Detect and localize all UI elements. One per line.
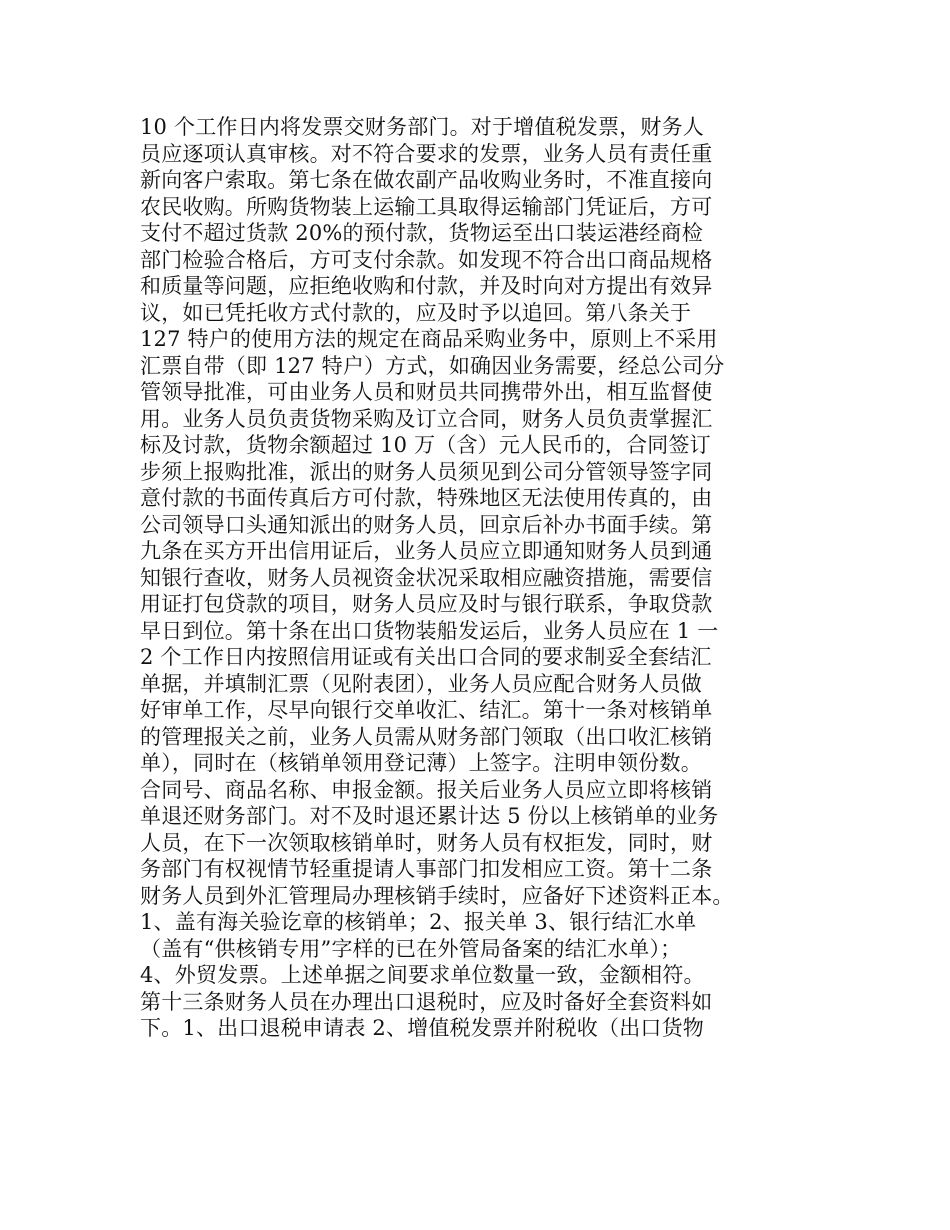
text-line: 第十三条财务人员在办理出口退税时，应及时备好全套资料如 [140,989,713,1014]
text-line: 2 个工作日内按照信用证或有关出口合同的要求制妥全套结汇 [140,645,712,669]
text-line: 步须上报购批准，派出的财务人员须见到公司分管领导签字同 [140,459,713,484]
text-line: 九条在买方开出信用证后，业务人员应立即通知财务人员到通 [140,539,713,563]
text-line: 下。1、出口退税申请表 2、增值税发票并附税收（出口货物 [140,1016,704,1040]
text-line: 单据，并填制汇票（见附表团），业务人员应配合财务人员做 [140,671,702,696]
text-line: 1、盖有海关验讫章的核销单；2、报关单 3、银行结汇水单 [140,910,697,934]
text-line: 汇票自带（即 127 特户）方式，如确因业务需要，经总公司分 [140,353,725,378]
body-text [140,114,830,1042]
text-line: 财务人员到外汇管理局办理核销手续时，应备好下述资料正本。 [140,883,734,908]
text-line: 员应逐项认真审核。对不符合要求的发票，业务人员有责任重 [140,141,713,166]
text-line: 合同号、商品名称、申报金额。报关后业务人员应立即将核销 [140,777,713,802]
text-line: 用证打包贷款的项目，财务人员应及时与银行联系，争取贷款 [140,592,713,616]
text-line: （盖有“供核销专用”字样的已在外管局备案的结汇水单）； [140,936,682,961]
text-line: 新向客户索取。第七条在做农副产品收购业务时，不准直接向 [140,168,713,192]
text-line: 单退还财务部门。对不及时退还累计达 5 份以上核销单的业务 [140,804,719,828]
text-line: 10 个工作日内将发票交财务部门。对于增值税发票，财务人 [140,115,704,139]
text-line: 和质量等问题，应拒绝收购和付款，并及时向对方提出有效异 [140,274,713,298]
text-line: 的管理报关之前，业务人员需从财务部门领取（出口收汇核销 [140,724,713,749]
text-line: 人员，在下一次领取核销单时，财务人员有权拒发，同时，财 [140,830,713,855]
text-line: 好审单工作，尽早向银行交单收汇、结汇。第十一条对核销单 [140,698,713,722]
text-line: 部门检验合格后，方可支付余款。如发现不符合出口商品规格 [140,247,713,272]
text-line: 标及讨款，货物余额超过 10 万（含）元人民币的，合同签订 [140,433,711,457]
text-line: 管领导批准，可由业务人员和财员共同携带外出，相互监督使 [140,380,713,404]
text-line: 议，如已凭托收方式付款的，应及时予以追回。第八条关于 [140,300,692,325]
text-line: 意付款的书面传真后方可付款，特殊地区无法使用传真的，由 [140,486,713,510]
text-line: 单），同时在（核销单领用登记薄）上签字。注明申领份数。 [140,751,702,775]
text-line: 农民收购。所购货物装上运输工具取得运输部门凭证后，方可 [140,194,713,219]
text-line: 知银行查收，财务人员视资金状况采取相应融资措施，需要信 [140,565,713,590]
text-line: 用。业务人员负责货物采购及订立合同，财务人员负责掌握汇 [140,406,713,431]
text-line: 支付不超过货款 20%的预付款，货物运至出口装运港经商检 [140,221,703,245]
text-line: 4、外贸发票。上述单据之间要求单位数量一致，金额相符。 [140,963,705,987]
text-line: 早日到位。第十条在出口货物装船发运后，业务人员应在 1 一 [140,618,719,643]
text-line: 127 特户的使用方法的规定在商品采购业务中，原则上不采用 [140,327,718,351]
text-line: 务部门有权视情节轻重提请人事部门扣发相应工资。第十二条 [140,857,713,881]
text-line: 公司领导口头通知派出的财务人员，回京后补办书面手续。第 [140,512,713,537]
